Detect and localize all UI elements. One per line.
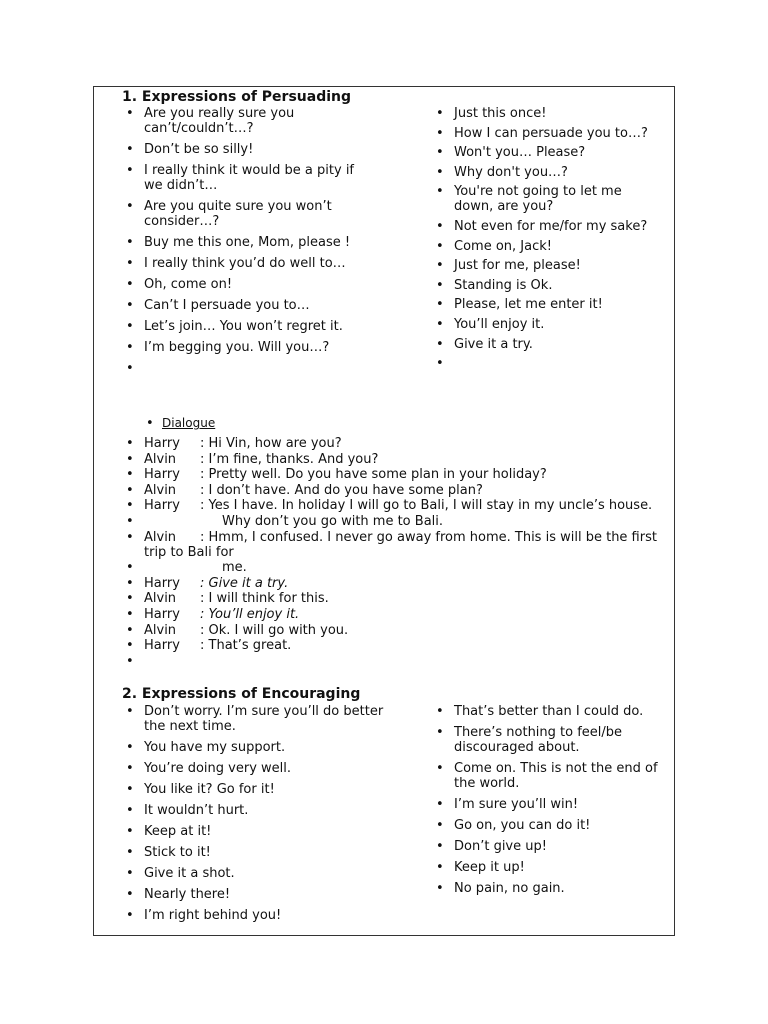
persuading-right-list [430,106,670,376]
list-item: • Just this once! [430,106,670,121]
dialogue-speaker: Harry [144,638,180,654]
dialogue-list [120,436,665,669]
list-item: • Just for me, please! [430,258,670,273]
list-item: • Keep at it! [120,824,385,839]
list-item: • I’m begging you. Will you…? [120,340,370,355]
dialogue-line [120,530,665,560]
encouraging-heading: 2. Expressions of Encouraging [122,686,361,702]
list-item: • You have my support. [120,740,385,755]
dialogue-text: : Hmm, I confused. I never go away from home. This is will be the first trip to Bali for [144,529,657,560]
list-item: • Give it a try. [430,337,670,352]
encouraging-left-list [120,704,385,929]
list-item: • You're not going to let me down, are you? [430,184,654,214]
list-item: • How I can persuade you to…? [430,126,670,141]
list-item: • Come on, Jack! [430,239,670,254]
list-item: • Are you quite sure you won’t consider…? [120,199,370,229]
dialogue-text: : I don’t have. And do you have some plan? [200,482,483,498]
dialogue-line [120,607,665,622]
list-item: • You like it? Go for it! [120,782,385,797]
dialogue-speaker: Harry [144,467,180,483]
dialogue-speaker: Harry [144,575,180,591]
dialogue-line [120,498,665,513]
list-item: • I’m right behind you! [120,908,385,923]
list-item: • There’s nothing to feel/be discouraged about. [430,725,670,755]
persuading-heading: 1. Expressions of Persuading [122,89,352,105]
list-item: • Oh, come on! [120,277,370,292]
list-item: • I really think you’d do well to… [120,256,370,271]
list-item: • It wouldn’t hurt. [120,803,385,818]
list-item: • Don’t worry. I’m sure you’ll do better the next time. [120,704,385,734]
list-item: • That’s better than I could do. [430,704,670,719]
persuading-left-list [120,106,370,382]
dialogue-line [120,638,665,653]
list-item: • Buy me this one, Mom, please ! [120,235,370,250]
dialogue-line [120,483,665,498]
dialogue-speaker: Harry [144,606,180,622]
list-item: • Nearly there! [120,887,385,902]
list-item [140,416,340,431]
list-item: • Go on, you can do it! [430,818,670,833]
dialogue-text: : That’s great. [200,638,292,654]
list-item: • Not even for me/for my sake? [430,219,670,234]
dialogue-speaker: Alvin [144,529,177,545]
list-item: • I’m sure you’ll win! [430,797,670,812]
dialogue-speaker: Alvin [144,622,177,638]
dialogue-text: : I will think for this. [200,591,329,607]
dialogue-line [120,591,665,606]
dialogue-text: : Yes I have. In holiday I will go to Bali, I will stay in my uncle’s house. [200,498,653,514]
list-item: • Stick to it! [120,845,385,860]
list-item: • You’ll enjoy it. [430,317,670,332]
dialogue-text: : Give it a try. [200,575,289,591]
list-item-empty [430,356,670,371]
list-item: • Are you really sure you can’t/couldn’t…? [120,106,370,136]
list-item: • Don’t give up! [430,839,670,854]
list-item: • Won't you… Please? [430,145,670,160]
dialogue-speaker: Alvin [144,451,177,467]
dialogue-speaker: Alvin [144,591,177,607]
dialogue-label: Dialogue [162,416,216,430]
dialogue-text: : I’m fine, thanks. And you? [200,451,379,467]
dialogue-speaker: Harry [144,498,180,514]
list-item: • Can’t I persuade you to… [120,298,370,313]
dialogue-line-empty [120,654,665,669]
encouraging-right-list [430,704,670,902]
list-item: • Why don't you…? [430,165,670,180]
list-item: • You’re doing very well. [120,761,385,776]
dialogue-text: : Hi Vin, how are you? [200,436,342,451]
list-item: • Give it a shot. [120,866,385,881]
dialogue-text: me. [222,560,247,576]
list-item: • Please, let me enter it! [430,297,670,312]
list-item-empty [120,361,370,376]
list-item: • Come on. This is not the end of the world. [430,761,670,791]
dialogue-line [120,560,665,575]
list-item: • Keep it up! [430,860,670,875]
dialogue-line [120,436,665,451]
list-item: • Standing is Ok. [430,278,670,293]
dialogue-speaker: Alvin [144,482,177,498]
list-item: • I really think it would be a pity if we didn’t… [120,163,370,193]
list-item: • No pain, no gain. [430,881,670,896]
dialogue-line [120,576,665,591]
dialogue-text: Why don’t you go with me to Bali. [222,513,444,529]
dialogue-text: : Pretty well. Do you have some plan in your holiday? [200,467,547,483]
list-item: • Let’s join… You won’t regret it. [120,319,370,334]
dialogue-text: : You’ll enjoy it. [200,606,300,622]
dialogue-line [120,514,665,529]
list-item: • Don’t be so silly! [120,142,370,157]
dialogue-text: : Ok. I will go with you. [200,622,349,638]
dialogue-label-list [140,416,340,431]
dialogue-line [120,467,665,482]
dialogue-speaker: Harry [144,436,180,451]
dialogue-line [120,623,665,638]
dialogue-line [120,452,665,467]
